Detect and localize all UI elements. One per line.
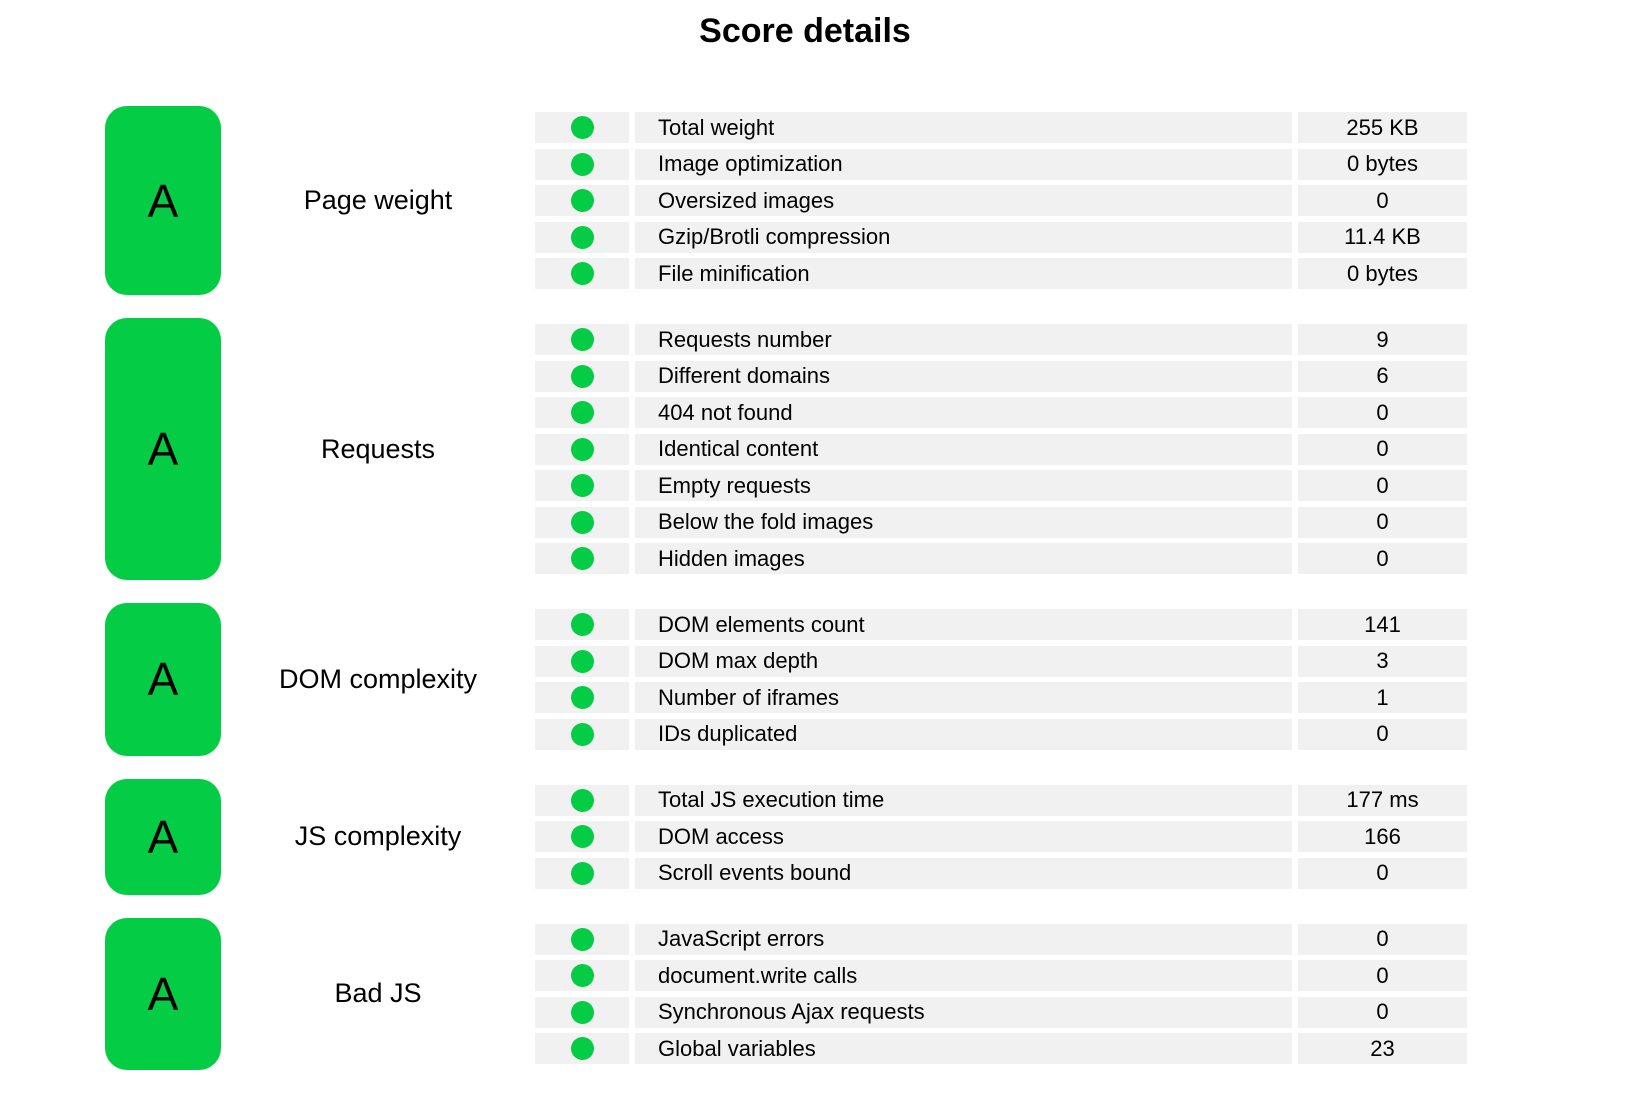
metric-value: 0 — [1298, 719, 1467, 750]
grade-badge — [105, 918, 221, 1071]
green-dot-icon — [571, 789, 594, 812]
status-cell — [535, 646, 629, 677]
green-dot-icon — [571, 928, 594, 951]
green-dot-icon — [571, 511, 594, 534]
metric-row — [535, 470, 1467, 501]
metric-row — [535, 507, 1467, 538]
metric-name: File minification — [635, 258, 1292, 289]
status-cell — [535, 112, 629, 143]
metric-value: 6 — [1298, 361, 1467, 392]
green-dot-icon — [571, 825, 594, 848]
section-label: DOM complexity — [278, 663, 478, 694]
metric-value: 0 — [1298, 397, 1467, 428]
metric-value: 0 — [1298, 470, 1467, 501]
score-section-page-weight — [105, 106, 1467, 295]
metric-value: 0 — [1298, 543, 1467, 574]
metric-value: 0 bytes — [1298, 258, 1467, 289]
metric-value: 11.4 KB — [1298, 222, 1467, 253]
metric-name: Requests number — [635, 324, 1292, 355]
status-cell — [535, 222, 629, 253]
status-cell — [535, 1033, 629, 1064]
green-dot-icon — [571, 365, 594, 388]
metric-row — [535, 397, 1467, 428]
status-cell — [535, 507, 629, 538]
score-section-bad-js — [105, 918, 1467, 1071]
metric-name: Image optimization — [635, 149, 1292, 180]
metric-name: DOM max depth — [635, 646, 1292, 677]
status-cell — [535, 543, 629, 574]
metric-row — [535, 185, 1467, 216]
green-dot-icon — [571, 964, 594, 987]
metric-row — [535, 858, 1467, 889]
metric-name: JavaScript errors — [635, 924, 1292, 955]
metric-name: document.write calls — [635, 960, 1292, 991]
score-section-requests — [105, 318, 1467, 580]
metric-rows — [535, 318, 1467, 580]
green-dot-icon — [571, 328, 594, 351]
metric-name: Different domains — [635, 361, 1292, 392]
green-dot-icon — [571, 262, 594, 285]
metric-value: 0 bytes — [1298, 149, 1467, 180]
metric-value: 1 — [1298, 682, 1467, 713]
metric-name: Gzip/Brotli compression — [635, 222, 1292, 253]
metric-row — [535, 361, 1467, 392]
page-title: Score details — [699, 12, 911, 50]
metric-row — [535, 785, 1467, 816]
status-cell — [535, 858, 629, 889]
score-section-js-complexity — [105, 779, 1467, 895]
green-dot-icon — [571, 862, 594, 885]
green-dot-icon — [571, 1037, 594, 1060]
metric-row — [535, 222, 1467, 253]
grade-letter: A — [147, 810, 179, 863]
metric-value: 0 — [1298, 997, 1467, 1028]
metric-row — [535, 997, 1467, 1028]
metric-rows — [535, 779, 1467, 895]
metric-value: 0 — [1298, 924, 1467, 955]
score-sections — [105, 106, 1467, 1093]
metric-name: Total JS execution time — [635, 785, 1292, 816]
grade-badge — [105, 318, 221, 580]
metric-name: 404 not found — [635, 397, 1292, 428]
metric-value: 166 — [1298, 821, 1467, 852]
green-dot-icon — [571, 116, 594, 139]
green-dot-icon — [571, 547, 594, 570]
status-cell — [535, 470, 629, 501]
metric-row — [535, 324, 1467, 355]
status-cell — [535, 997, 629, 1028]
metric-row — [535, 609, 1467, 640]
metric-value: 177 ms — [1298, 785, 1467, 816]
section-label: Page weight — [303, 185, 453, 215]
grade-badge — [105, 779, 221, 895]
green-dot-icon — [571, 153, 594, 176]
status-cell — [535, 821, 629, 852]
status-cell — [535, 361, 629, 392]
metric-value: 9 — [1298, 324, 1467, 355]
green-dot-icon — [571, 686, 594, 709]
metric-row — [535, 646, 1467, 677]
grade-letter: A — [147, 174, 179, 227]
green-dot-icon — [571, 613, 594, 636]
green-dot-icon — [571, 226, 594, 249]
metric-row — [535, 258, 1467, 289]
metric-row — [535, 149, 1467, 180]
metric-row — [535, 434, 1467, 465]
section-label: Requests — [320, 433, 436, 464]
metric-value: 0 — [1298, 507, 1467, 538]
section-label: Bad JS — [334, 978, 422, 1009]
grade-letter: A — [147, 423, 179, 475]
grade-letter: A — [147, 967, 179, 1020]
green-dot-icon — [571, 650, 594, 673]
metric-rows — [535, 106, 1467, 295]
metric-name: Scroll events bound — [635, 858, 1292, 889]
metric-row — [535, 719, 1467, 750]
grade-letter: A — [147, 653, 179, 706]
green-dot-icon — [571, 474, 594, 497]
status-cell — [535, 682, 629, 713]
metric-value: 0 — [1298, 858, 1467, 889]
status-cell — [535, 434, 629, 465]
metric-row — [535, 543, 1467, 574]
metric-name: DOM access — [635, 821, 1292, 852]
green-dot-icon — [571, 438, 594, 461]
grade-badge — [105, 603, 221, 756]
status-cell — [535, 960, 629, 991]
metric-name: Below the fold images — [635, 507, 1292, 538]
metric-row — [535, 821, 1467, 852]
metric-name: Synchronous Ajax requests — [635, 997, 1292, 1028]
metric-name: IDs duplicated — [635, 719, 1292, 750]
green-dot-icon — [571, 1001, 594, 1024]
metric-name: Oversized images — [635, 185, 1292, 216]
metric-name: DOM elements count — [635, 609, 1292, 640]
metric-name: Total weight — [635, 112, 1292, 143]
green-dot-icon — [571, 401, 594, 424]
metric-name: Identical content — [635, 434, 1292, 465]
metric-value: 0 — [1298, 434, 1467, 465]
metric-value: 3 — [1298, 646, 1467, 677]
score-section-dom-complexity — [105, 603, 1467, 756]
metric-value: 255 KB — [1298, 112, 1467, 143]
metric-name: Empty requests — [635, 470, 1292, 501]
status-cell — [535, 609, 629, 640]
status-cell — [535, 785, 629, 816]
green-dot-icon — [571, 189, 594, 212]
status-cell — [535, 397, 629, 428]
metric-row — [535, 682, 1467, 713]
status-cell — [535, 149, 629, 180]
status-cell — [535, 324, 629, 355]
metric-rows — [535, 603, 1467, 756]
metric-row — [535, 112, 1467, 143]
metric-value: 141 — [1298, 609, 1467, 640]
metric-row — [535, 960, 1467, 991]
metric-row — [535, 1033, 1467, 1064]
status-cell — [535, 924, 629, 955]
metric-name: Global variables — [635, 1033, 1292, 1064]
metric-value: 0 — [1298, 960, 1467, 991]
metric-rows — [535, 918, 1467, 1071]
status-cell — [535, 258, 629, 289]
green-dot-icon — [571, 723, 594, 746]
metric-row — [535, 924, 1467, 955]
grade-badge — [105, 106, 221, 295]
status-cell — [535, 185, 629, 216]
metric-name: Hidden images — [635, 543, 1292, 574]
section-label: JS complexity — [294, 821, 462, 851]
metric-value: 0 — [1298, 185, 1467, 216]
metric-name: Number of iframes — [635, 682, 1292, 713]
status-cell — [535, 719, 629, 750]
metric-value: 23 — [1298, 1033, 1467, 1064]
